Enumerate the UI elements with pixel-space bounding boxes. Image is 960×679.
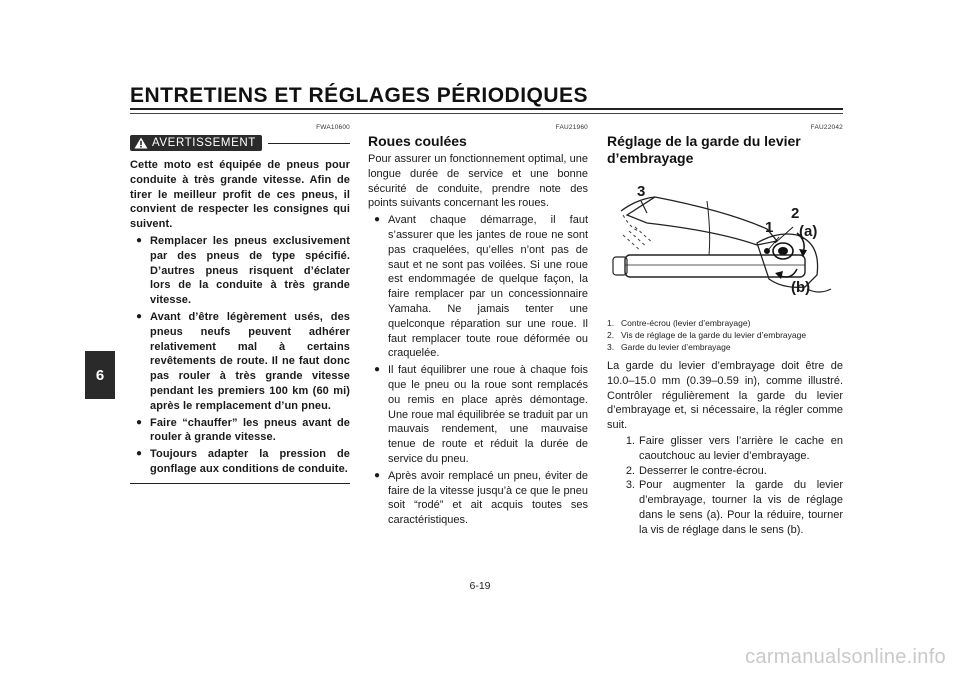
list-item-text: Après avoir remplacé un pneu, éviter de faire de la vitesse jusqu’à ce que le pneu soit “rodé” et ait acquis toutes ses caractéristiques. xyxy=(388,469,588,527)
page-title: ENTRETIENS ET RÉGLAGES PÉRIODIQUES xyxy=(130,84,589,107)
clutch-lever-illustration xyxy=(607,171,843,311)
caption-item: 1. Contre-écrou (levier d’embrayage) xyxy=(607,318,751,328)
list-item-text: Remplacer les pneus exclusivement par des pneus de type spécifié. D’autres pneus risquent d’éclater lors de la conduite à très grande vitesse. xyxy=(150,234,350,307)
bullet-dot-icon: ● xyxy=(374,214,381,226)
bullet-dot-icon: ● xyxy=(136,310,143,322)
bullet-dot-icon: ● xyxy=(136,234,143,246)
list-item xyxy=(130,234,350,308)
ref-code: FAU21960 xyxy=(555,124,588,131)
bullet-dot-icon: ● xyxy=(136,416,143,428)
list-item: 2. Desserrer le contre-écrou. xyxy=(625,464,767,477)
bullet-dot-icon: ● xyxy=(374,469,381,481)
chapter-tab: 6 xyxy=(85,351,115,399)
section-intro: Pour assurer un fonctionnement optimal, une longue durée de service et une bonne sécurité de conduite, prendre note des points suivants concernant les roues. xyxy=(368,153,588,210)
list-item: 1. Faire glisser vers l’arrière le cache en caoutchouc au levier d’embrayage. xyxy=(625,434,843,462)
watermark: carmanualsonline.info xyxy=(745,646,946,668)
list-item-text: Avant d’être légèrement usés, des pneus neufs peuvent adhérer relativement mal à certains revêtements de route. Il ne faut donc pas rouler à très grande vitesse pendant les premiers 100 km (60 mi) après le remplacement d’un pneu. xyxy=(150,310,350,412)
warning-label: AVERTISSEMENT xyxy=(152,137,256,149)
list-item-text: Avant chaque démarrage, il faut s’assurer que les jantes de roue ne sont pas craquelées, qu’elles n’ont pas de saut et ne sont pas voilées. Si une roue est endommagée de quelque façon, la faire remplacer par un concessionnaire Yamaha. Ne jamais tenter une quelconque réparation sur une roue. Il faut remplacer toute roue déformée ou craquelée. xyxy=(388,214,588,360)
section-title: Réglage de la garde du levier d’embrayage xyxy=(607,133,801,166)
warning-end-rule xyxy=(130,483,350,484)
caption-item: 2. Vis de réglage de la garde du levier d’embrayage xyxy=(607,330,807,340)
step-list xyxy=(607,434,843,538)
figure-label-a: (a) xyxy=(799,223,818,240)
figure-label-1: 1 xyxy=(765,219,774,236)
header-rule-thin xyxy=(130,113,843,114)
bullet-dot-icon: ● xyxy=(374,364,381,376)
middle-column xyxy=(368,124,588,528)
bullet-dot-icon: ● xyxy=(136,448,143,460)
header-rule xyxy=(130,108,843,110)
ref-code: FAU22042 xyxy=(810,124,843,131)
warning-rule xyxy=(268,143,350,144)
list-item: 3. Pour augmenter la garde du levier d’embrayage, tourner la vis de réglage dans le sens (a). Pour la réduire, tourner la vis de réglage dans le sens (b). xyxy=(625,479,843,536)
figure-label-2: 2 xyxy=(791,205,800,222)
warning-badge xyxy=(130,135,262,151)
warning-body xyxy=(130,158,350,477)
figure-label-3: 3 xyxy=(637,183,646,200)
warning-triangle-icon xyxy=(134,137,148,149)
list-item xyxy=(130,416,350,446)
list-item xyxy=(368,363,588,467)
list-item-text: Faire “chauffer” les pneus avant de rouler à grande vitesse. xyxy=(150,416,350,444)
list-item xyxy=(368,469,588,528)
ref-code: FWA10600 xyxy=(316,124,350,131)
list-item xyxy=(130,447,350,477)
list-item-text: Toujours adapter la pression de gonflage aux conditions de conduite. xyxy=(150,448,350,475)
figure-caption xyxy=(607,317,843,353)
left-column xyxy=(130,124,350,484)
right-column xyxy=(607,124,843,538)
list-item xyxy=(368,213,588,361)
list-item-text: Il faut équilibrer une roue à chaque fois que le pneu ou la roue sont remplacés ou remis en place après démontage. Une roue mal équilibrée se traduit par un mauvais rendement, une mauvaise tenue de route et réduit la durée de service du pneu. xyxy=(388,364,588,465)
figure-label-b: (b) xyxy=(791,279,811,296)
warning-intro: Cette moto est équipée de pneus pour conduite à très grande vitesse. Afin de tirer le meilleur profit de ces pneus, il convient de respecter les consignes qui suivent. xyxy=(130,159,350,231)
page-number: 6-19 xyxy=(469,580,491,592)
caption-item: 3. Garde du levier d’embrayage xyxy=(607,342,731,352)
list-item xyxy=(130,310,350,414)
warning-header xyxy=(130,135,350,151)
section-body: La garde du levier d’embrayage doit être de 10.0–15.0 mm (0.39–0.59 in), comme illustré. Contrôler régulièrement la garde du levier d’embrayage et, si nécessaire, la régler comme suit. xyxy=(607,360,843,432)
section-title: Roues coulées xyxy=(368,133,467,149)
